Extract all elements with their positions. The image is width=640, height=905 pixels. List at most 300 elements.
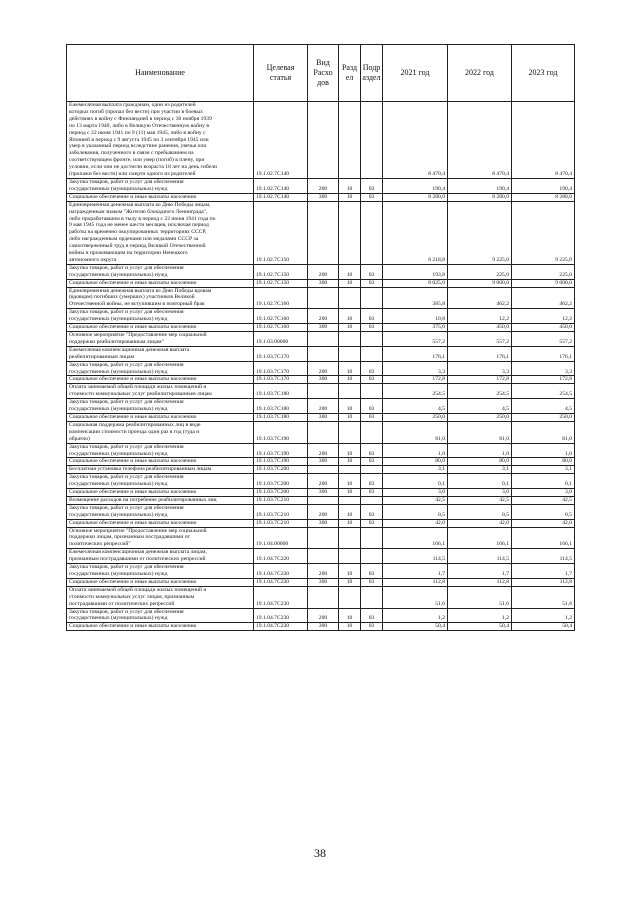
- cell-year-2022: 50,4: [448, 623, 512, 631]
- cell-year-2022: 114,5: [448, 549, 512, 564]
- cell-name: Социальное обеспечение и иные выплаты населению: [67, 324, 254, 332]
- cell-section: 10: [339, 279, 361, 287]
- cell-subsection: 03: [361, 504, 383, 519]
- header-name: Наименование: [67, 45, 254, 102]
- cell-section: [339, 102, 361, 179]
- cell-year-2022: 42,0: [448, 519, 512, 527]
- cell-expense-type: 300: [308, 489, 339, 497]
- header-section: Разд ел: [339, 45, 361, 102]
- cell-year-2021: 10,8: [383, 309, 448, 324]
- header-expense-type: Вид Расхо дов: [308, 45, 339, 102]
- cell-name: Закупка товаров, работ и услуг для обеспечения государственных (муниципальных) нужд: [67, 309, 254, 324]
- cell-year-2023: 557,2: [512, 332, 575, 347]
- cell-year-2021: 1,2: [383, 608, 448, 623]
- cell-year-2023: 1,7: [512, 564, 575, 579]
- cell-year-2023: 1,0: [512, 443, 575, 458]
- cell-target-article: 19.1.03.7С180: [254, 413, 308, 421]
- cell-name: Ежемесячная компенсационная денежная выплата лицам, признанным пострадавшими от политических репрессий: [67, 549, 254, 564]
- cell-year-2023: 3,1: [512, 466, 575, 474]
- cell-year-2021: 1,7: [383, 564, 448, 579]
- cell-subsection: 03: [361, 458, 383, 466]
- cell-year-2023: 112,8: [512, 578, 575, 586]
- cell-year-2022: 42,5: [448, 496, 512, 504]
- cell-year-2022: 462,2: [448, 287, 512, 309]
- cell-section: [339, 287, 361, 309]
- cell-subsection: [361, 287, 383, 309]
- cell-year-2021: 42,5: [383, 496, 448, 504]
- cell-year-2021: 112,8: [383, 578, 448, 586]
- cell-target-article: 19.1.02.7С140: [254, 102, 308, 179]
- cell-year-2023: 4,5: [512, 399, 575, 414]
- table-row: [67, 399, 575, 414]
- cell-name: Единовременная денежная выплата ко Дню Победы лицам, награжденным знаком "Жителю блокадного Ленинграда", либо проработавшим в тылу в период с 22 июня 1941 года по 9 мая 1945 года не менее шести месяцев, исключая период работы на временно оккупированных территориях СССР, либо награжденным орденами или медалями СССР за самоотверженный труд в период Великой Отечественной войны и проживающим на территории Ненецкого автономного округа: [67, 201, 254, 264]
- cell-section: 10: [339, 309, 361, 324]
- cell-name: Оплата занимаемой общей площади жилых помещений и стоимости коммунальных услуг реабилитированным лицам: [67, 384, 254, 399]
- cell-year-2023: 176,1: [512, 346, 575, 361]
- table-row: [67, 519, 575, 527]
- cell-expense-type: [308, 346, 339, 361]
- cell-section: 10: [339, 578, 361, 586]
- table-row: [67, 421, 575, 443]
- cell-name: Закупка товаров, работ и услуг для обеспечения государственных (муниципальных) нужд: [67, 443, 254, 458]
- cell-year-2023: 12,2: [512, 309, 575, 324]
- cell-target-article: 19.1.03.7С190: [254, 421, 308, 443]
- cell-year-2021: 172,8: [383, 376, 448, 384]
- cell-target-article: 19.1.02.7С160: [254, 287, 308, 309]
- cell-subsection: 03: [361, 324, 383, 332]
- cell-section: [339, 421, 361, 443]
- cell-year-2021: 3,3: [383, 361, 448, 376]
- cell-name: Ежемесячная компенсационная денежная выплата реабилитированным лицам: [67, 346, 254, 361]
- cell-name: Возмещение расходов на погребение реабилитированных лиц: [67, 496, 254, 504]
- table-row: [67, 384, 575, 399]
- cell-section: 10: [339, 178, 361, 193]
- cell-year-2023: 166,1: [512, 527, 575, 549]
- cell-section: 10: [339, 489, 361, 497]
- cell-year-2023: 1,2: [512, 608, 575, 623]
- table-row: [67, 193, 575, 201]
- cell-subsection: [361, 346, 383, 361]
- cell-year-2022: 8 280,0: [448, 193, 512, 201]
- cell-target-article: 19.1.03.7С200: [254, 489, 308, 497]
- cell-name: Социальное обеспечение и иные выплаты населению: [67, 623, 254, 631]
- cell-year-2021: 1,0: [383, 443, 448, 458]
- cell-target-article: 19.1.03.7С180: [254, 384, 308, 399]
- header-year-2021: 2021 год: [383, 45, 448, 102]
- cell-section: 10: [339, 443, 361, 458]
- cell-year-2022: 254,5: [448, 384, 512, 399]
- cell-year-2023: 190,4: [512, 178, 575, 193]
- cell-name: Социальное обеспечение и иные выплаты населению: [67, 279, 254, 287]
- table-row: [67, 586, 575, 608]
- cell-subsection: [361, 496, 383, 504]
- cell-section: 10: [339, 623, 361, 631]
- cell-year-2022: 3,3: [448, 361, 512, 376]
- cell-year-2021: 190,4: [383, 178, 448, 193]
- cell-year-2023: 250,0: [512, 413, 575, 421]
- cell-expense-type: 300: [308, 193, 339, 201]
- cell-name: Закупка товаров, работ и услуг для обеспечения государственных (муниципальных) нужд: [67, 474, 254, 489]
- cell-section: 10: [339, 519, 361, 527]
- cell-year-2023: 9 000,0: [512, 279, 575, 287]
- cell-expense-type: [308, 201, 339, 264]
- cell-year-2022: 12,2: [448, 309, 512, 324]
- cell-subsection: 03: [361, 361, 383, 376]
- cell-section: 10: [339, 504, 361, 519]
- cell-section: [339, 586, 361, 608]
- cell-year-2021: 166,1: [383, 527, 448, 549]
- cell-year-2023: 50,4: [512, 623, 575, 631]
- cell-expense-type: [308, 527, 339, 549]
- cell-target-article: 19.1.03.7С170: [254, 376, 308, 384]
- cell-section: 10: [339, 193, 361, 201]
- cell-year-2023: 172,8: [512, 376, 575, 384]
- cell-target-article: 19.1.04.7С220: [254, 564, 308, 579]
- cell-name: Социальное обеспечение и иные выплаты населению: [67, 578, 254, 586]
- cell-year-2023: 9 225,0: [512, 201, 575, 264]
- table-row: [67, 309, 575, 324]
- cell-year-2022: 190,4: [448, 178, 512, 193]
- cell-year-2022: 166,1: [448, 527, 512, 549]
- cell-year-2022: 4,5: [448, 399, 512, 414]
- cell-year-2022: 0,5: [448, 504, 512, 519]
- cell-expense-type: [308, 549, 339, 564]
- cell-target-article: 19.1.02.7С160: [254, 309, 308, 324]
- cell-name: Закупка товаров, работ и услуг для обеспечения государственных (муниципальных) нужд: [67, 564, 254, 579]
- cell-target-article: 19.1.03.7С200: [254, 466, 308, 474]
- cell-year-2022: 176,1: [448, 346, 512, 361]
- cell-section: 10: [339, 458, 361, 466]
- cell-expense-type: 200: [308, 399, 339, 414]
- cell-expense-type: 300: [308, 324, 339, 332]
- cell-target-article: 19.1.02.7С160: [254, 324, 308, 332]
- cell-year-2023: 0,1: [512, 474, 575, 489]
- cell-section: [339, 549, 361, 564]
- cell-expense-type: 200: [308, 264, 339, 279]
- cell-section: 10: [339, 608, 361, 623]
- table-row: [67, 279, 575, 287]
- cell-year-2021: 385,8: [383, 287, 448, 309]
- cell-subsection: 03: [361, 443, 383, 458]
- cell-target-article: 19.1.03.7С190: [254, 443, 308, 458]
- cell-year-2023: 80,0: [512, 458, 575, 466]
- table-row: [67, 489, 575, 497]
- cell-target-article: 19.1.03.7С210: [254, 519, 308, 527]
- cell-year-2022: 112,8: [448, 578, 512, 586]
- cell-year-2021: 51,6: [383, 586, 448, 608]
- cell-subsection: 03: [361, 279, 383, 287]
- cell-section: [339, 346, 361, 361]
- cell-subsection: [361, 549, 383, 564]
- cell-year-2021: 250,0: [383, 413, 448, 421]
- cell-target-article: 19.1.03.7С190: [254, 458, 308, 466]
- table-row: [67, 504, 575, 519]
- cell-year-2023: 450,0: [512, 324, 575, 332]
- cell-target-article: 19.1.02.7С150: [254, 264, 308, 279]
- cell-year-2022: 81,0: [448, 421, 512, 443]
- cell-section: 10: [339, 413, 361, 421]
- cell-target-article: 19.1.03.7С170: [254, 346, 308, 361]
- table-row: [67, 264, 575, 279]
- cell-year-2021: 254,5: [383, 384, 448, 399]
- cell-year-2021: 114,5: [383, 549, 448, 564]
- cell-subsection: 03: [361, 519, 383, 527]
- cell-target-article: 19.1.04.7С230: [254, 623, 308, 631]
- cell-expense-type: [308, 287, 339, 309]
- budget-table-container: [66, 44, 574, 631]
- cell-target-article: 19.1.03.00000: [254, 332, 308, 347]
- cell-year-2021: 80,0: [383, 458, 448, 466]
- cell-year-2022: 450,0: [448, 324, 512, 332]
- cell-expense-type: [308, 421, 339, 443]
- cell-year-2023: 3,3: [512, 361, 575, 376]
- cell-subsection: [361, 102, 383, 179]
- cell-subsection: 03: [361, 474, 383, 489]
- cell-year-2021: 193,8: [383, 264, 448, 279]
- cell-section: 10: [339, 376, 361, 384]
- cell-name: Ежемесячная выплата гражданам, один из родителей которых погиб (пропал без вести) при участии в боевых действиях в войну с Финляндией в период с 30 ноября 1939 по 13 марта 1940, либо в Великую Отечественную войну в период с 22 июня 1941 по 9 (11) мая 1945, либо в войну с Японией в период с 9 августа 1945 по 3 сентября 1945 или умер в указанный период вследствие ранения, увечья или заболевания, полученного в связи с пребыванием на соответствующем фронте, или умер (погиб) в плену, при условии, если они не достигли возраста 18 лет на день гибели (пропажи без вести) или смерти одного из родителей: [67, 102, 254, 179]
- cell-year-2023: 8 470,4: [512, 102, 575, 179]
- cell-year-2021: 3,1: [383, 466, 448, 474]
- table-row: [67, 361, 575, 376]
- cell-year-2022: 1,7: [448, 564, 512, 579]
- cell-expense-type: 200: [308, 443, 339, 458]
- cell-year-2021: 8 280,0: [383, 193, 448, 201]
- cell-year-2023: 42,5: [512, 496, 575, 504]
- cell-year-2023: 225,0: [512, 264, 575, 279]
- cell-subsection: 03: [361, 489, 383, 497]
- cell-year-2021: 8 218,8: [383, 201, 448, 264]
- cell-year-2023: 81,0: [512, 421, 575, 443]
- cell-expense-type: 200: [308, 474, 339, 489]
- header-target-article: Целевая статья: [254, 45, 308, 102]
- cell-target-article: 19.1.02.7С150: [254, 201, 308, 264]
- cell-year-2021: 0,5: [383, 504, 448, 519]
- cell-target-article: 19.1.04.7С230: [254, 586, 308, 608]
- cell-year-2023: 114,5: [512, 549, 575, 564]
- cell-year-2023: 254,5: [512, 384, 575, 399]
- cell-subsection: 03: [361, 399, 383, 414]
- cell-target-article: 19.1.02.7С140: [254, 193, 308, 201]
- cell-name: Социальное обеспечение и иные выплаты населению: [67, 376, 254, 384]
- cell-expense-type: 300: [308, 376, 339, 384]
- cell-subsection: 03: [361, 178, 383, 193]
- cell-section: [339, 496, 361, 504]
- cell-name: Основное мероприятие "Предоставление мер социальной поддержки лицам, признанным пострадавшими от политических репрессий": [67, 527, 254, 549]
- table-row: [67, 287, 575, 309]
- table-row: [67, 474, 575, 489]
- cell-name: Социальное обеспечение и иные выплаты населению: [67, 413, 254, 421]
- cell-year-2021: 81,0: [383, 421, 448, 443]
- cell-section: 10: [339, 474, 361, 489]
- cell-target-article: 19.1.02.7С140: [254, 178, 308, 193]
- cell-year-2022: 0,1: [448, 474, 512, 489]
- cell-expense-type: 300: [308, 458, 339, 466]
- header-year-2023: 2023 год: [512, 45, 575, 102]
- cell-expense-type: 200: [308, 361, 339, 376]
- cell-section: 10: [339, 264, 361, 279]
- cell-section: 10: [339, 564, 361, 579]
- cell-subsection: [361, 201, 383, 264]
- cell-name: Закупка товаров, работ и услуг для обеспечения государственных (муниципальных) нужд: [67, 264, 254, 279]
- cell-year-2021: 50,4: [383, 623, 448, 631]
- cell-year-2021: 0,1: [383, 474, 448, 489]
- page-number: 38: [314, 846, 326, 860]
- table-row: [67, 346, 575, 361]
- cell-name: Социальное обеспечение и иные выплаты населению: [67, 458, 254, 466]
- cell-name: Основное мероприятие "Предоставление мер социальной поддержки реабилитированным лицам": [67, 332, 254, 347]
- table-row: [67, 376, 575, 384]
- table-row: [67, 623, 575, 631]
- cell-name: Социальное обеспечение и иные выплаты населению: [67, 193, 254, 201]
- table-row: [67, 102, 575, 179]
- cell-name: Закупка товаров, работ и услуг для обеспечения государственных (муниципальных) нужд: [67, 178, 254, 193]
- cell-section: [339, 527, 361, 549]
- cell-year-2021: 42,0: [383, 519, 448, 527]
- table-row: [67, 324, 575, 332]
- cell-year-2022: 3,1: [448, 466, 512, 474]
- cell-expense-type: 300: [308, 519, 339, 527]
- cell-year-2022: 51,6: [448, 586, 512, 608]
- cell-name: Социальное обеспечение и иные выплаты населению: [67, 489, 254, 497]
- cell-expense-type: [308, 586, 339, 608]
- cell-expense-type: 300: [308, 279, 339, 287]
- cell-name: Оплата занимаемой общей площади жилых помещений и стоимости коммунальных услуг лицам, признанным пострадавшими от политических репрессий: [67, 586, 254, 608]
- cell-year-2022: 250,0: [448, 413, 512, 421]
- cell-year-2022: 80,0: [448, 458, 512, 466]
- cell-name: Единовременная денежная выплата ко Дню Победы вдовам (вдовцам) погибших (умерших) участников Великой Отечественной войны, не вступившим в повторный брак: [67, 287, 254, 309]
- cell-year-2021: 3,0: [383, 489, 448, 497]
- cell-subsection: 03: [361, 309, 383, 324]
- table-row: [67, 201, 575, 264]
- cell-subsection: 03: [361, 413, 383, 421]
- cell-name: Закупка товаров, работ и услуг для обеспечения государственных (муниципальных) нужд: [67, 504, 254, 519]
- cell-year-2021: 176,1: [383, 346, 448, 361]
- cell-subsection: [361, 332, 383, 347]
- cell-target-article: 19.1.03.7С170: [254, 361, 308, 376]
- cell-expense-type: [308, 384, 339, 399]
- cell-target-article: 19.1.03.7С180: [254, 399, 308, 414]
- table-row: [67, 458, 575, 466]
- cell-target-article: 19.1.03.7С210: [254, 504, 308, 519]
- cell-name: Закупка товаров, работ и услуг для обеспечения государственных (муниципальных) нужд: [67, 608, 254, 623]
- cell-section: [339, 384, 361, 399]
- cell-year-2022: 3,0: [448, 489, 512, 497]
- cell-year-2022: 9 225,0: [448, 201, 512, 264]
- table-row: [67, 178, 575, 193]
- cell-year-2022: 172,8: [448, 376, 512, 384]
- table-row: [67, 332, 575, 347]
- cell-expense-type: 200: [308, 564, 339, 579]
- cell-expense-type: 300: [308, 623, 339, 631]
- cell-target-article: 19.1.04.7С230: [254, 608, 308, 623]
- table-row: [67, 578, 575, 586]
- cell-section: [339, 201, 361, 264]
- cell-expense-type: 300: [308, 578, 339, 586]
- cell-name: Социальное обеспечение и иные выплаты населению: [67, 519, 254, 527]
- cell-year-2021: 8 025,0: [383, 279, 448, 287]
- cell-subsection: 03: [361, 578, 383, 586]
- cell-expense-type: [308, 332, 339, 347]
- cell-subsection: [361, 421, 383, 443]
- cell-year-2023: 0,5: [512, 504, 575, 519]
- cell-subsection: 03: [361, 193, 383, 201]
- table-row: [67, 527, 575, 549]
- budget-table: [66, 44, 575, 631]
- cell-expense-type: [308, 496, 339, 504]
- cell-section: 10: [339, 399, 361, 414]
- cell-year-2022: 1,2: [448, 608, 512, 623]
- cell-year-2021: 375,0: [383, 324, 448, 332]
- cell-target-article: 19.1.04.7С220: [254, 578, 308, 586]
- cell-target-article: 19.1.04.7С220: [254, 549, 308, 564]
- cell-expense-type: [308, 102, 339, 179]
- cell-subsection: 03: [361, 623, 383, 631]
- cell-subsection: 03: [361, 608, 383, 623]
- cell-expense-type: 300: [308, 413, 339, 421]
- cell-target-article: 19.1.04.00000: [254, 527, 308, 549]
- cell-subsection: 03: [361, 264, 383, 279]
- cell-section: 10: [339, 361, 361, 376]
- cell-year-2022: 8 470,4: [448, 102, 512, 179]
- cell-name: Социальная поддержка реабилитированных лиц в виде компенсации стоимости проезда один раз в год (туда и обратно): [67, 421, 254, 443]
- table-row: [67, 443, 575, 458]
- table-body: [67, 102, 575, 631]
- cell-section: 10: [339, 324, 361, 332]
- cell-expense-type: 200: [308, 178, 339, 193]
- table-row: [67, 466, 575, 474]
- cell-subsection: [361, 586, 383, 608]
- cell-expense-type: [308, 466, 339, 474]
- cell-year-2022: 1,0: [448, 443, 512, 458]
- header-subsection: Подр аздел: [361, 45, 383, 102]
- cell-subsection: 03: [361, 376, 383, 384]
- cell-subsection: [361, 384, 383, 399]
- cell-subsection: [361, 527, 383, 549]
- cell-year-2022: 557,2: [448, 332, 512, 347]
- cell-year-2021: 8 470,4: [383, 102, 448, 179]
- cell-year-2023: 3,0: [512, 489, 575, 497]
- cell-section: [339, 466, 361, 474]
- cell-name: Бесплатная установка телефона реабилитированным лицам: [67, 466, 254, 474]
- cell-name: Закупка товаров, работ и услуг для обеспечения государственных (муниципальных) нужд: [67, 399, 254, 414]
- cell-year-2021: 557,2: [383, 332, 448, 347]
- cell-subsection: 03: [361, 564, 383, 579]
- cell-target-article: 19.1.02.7С150: [254, 279, 308, 287]
- table-row: [67, 549, 575, 564]
- table-row: [67, 608, 575, 623]
- table-row: [67, 413, 575, 421]
- cell-year-2023: 462,2: [512, 287, 575, 309]
- table-row: [67, 496, 575, 504]
- cell-year-2023: 8 280,0: [512, 193, 575, 201]
- cell-expense-type: 200: [308, 309, 339, 324]
- cell-section: [339, 332, 361, 347]
- cell-year-2023: 51,6: [512, 586, 575, 608]
- cell-target-article: 19.1.03.7С210: [254, 496, 308, 504]
- cell-expense-type: 200: [308, 608, 339, 623]
- table-row: [67, 564, 575, 579]
- table-header-row: [67, 45, 575, 102]
- cell-year-2022: 9 000,0: [448, 279, 512, 287]
- cell-year-2022: 225,0: [448, 264, 512, 279]
- header-year-2022: 2022 год: [448, 45, 512, 102]
- cell-subsection: [361, 466, 383, 474]
- cell-expense-type: 200: [308, 504, 339, 519]
- cell-target-article: 19.1.03.7С200: [254, 474, 308, 489]
- cell-year-2023: 42,0: [512, 519, 575, 527]
- cell-year-2021: 4,5: [383, 399, 448, 414]
